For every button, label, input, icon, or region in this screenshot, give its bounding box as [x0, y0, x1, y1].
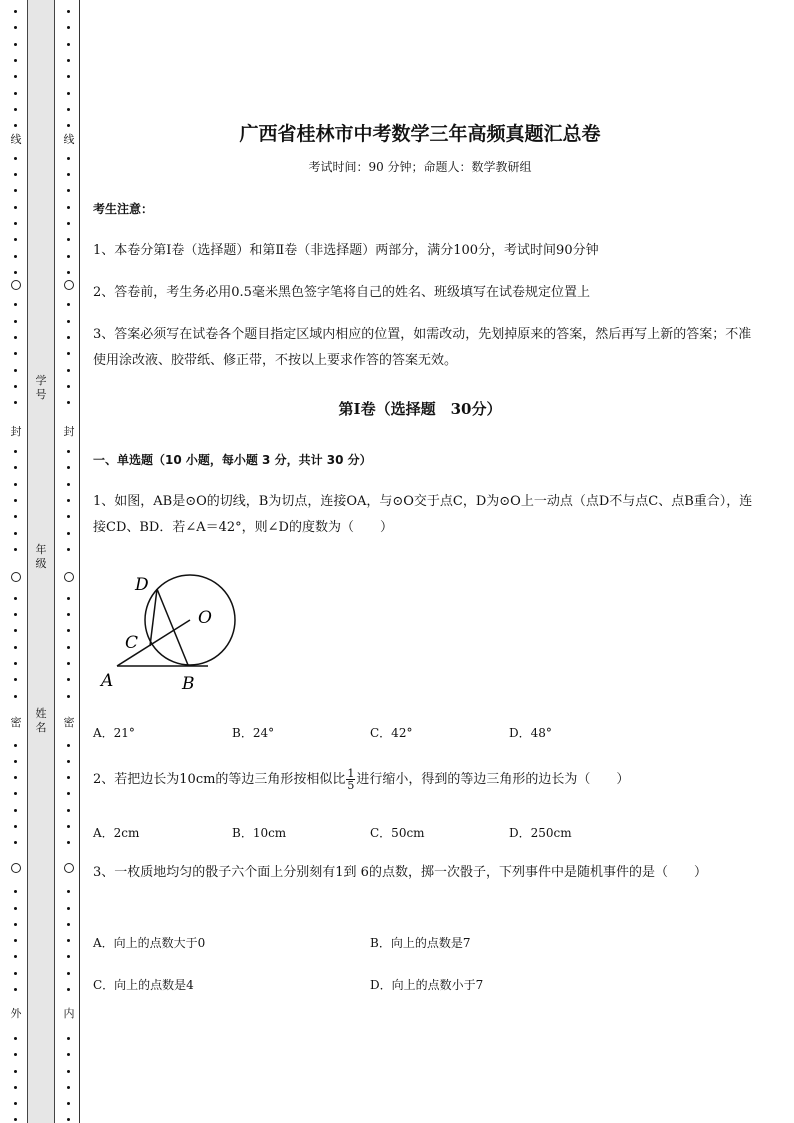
q1-option-a: A．21° — [93, 726, 135, 740]
dot — [14, 271, 17, 274]
q3-option-c: C．向上的点数是4 — [93, 978, 194, 992]
question-2 — [93, 767, 753, 793]
dot — [67, 744, 70, 747]
dot — [14, 1102, 17, 1105]
dot — [67, 108, 70, 111]
margin-border-line — [79, 0, 80, 1123]
dot — [67, 695, 70, 698]
label-c: C — [125, 633, 139, 653]
dot — [67, 255, 70, 258]
dot — [14, 1118, 17, 1121]
dot — [67, 955, 70, 958]
dot — [67, 450, 70, 453]
dot — [14, 369, 17, 372]
dot — [14, 483, 17, 486]
dot — [67, 792, 70, 795]
q3-option-a: A．向上的点数大于0 — [93, 936, 206, 950]
dot — [67, 1053, 70, 1056]
dot — [14, 157, 17, 160]
dot — [14, 890, 17, 893]
dot — [67, 238, 70, 241]
dot — [14, 59, 17, 62]
outer-label: 密 — [10, 716, 22, 729]
dot — [14, 744, 17, 747]
dot — [14, 662, 17, 665]
dot — [14, 320, 17, 323]
notice-item-2: 2、答卷前，考生务必用0.5毫米黑色签字笔将自己的姓名、班级填写在试卷规定位置上 — [93, 285, 590, 300]
dot — [67, 890, 70, 893]
notice-item-1: 1、本卷分第Ⅰ卷（选择题）和第Ⅱ卷（非选择题）两部分，满分100分，考试时间90分钟 — [93, 243, 599, 258]
dot — [67, 75, 70, 78]
dot — [67, 157, 70, 160]
dot — [67, 271, 70, 274]
question-1: 1、如图，AB是⊙O的切线，B为切点，连接OA，与⊙O交于点C，D为⊙O上一动点（点D不与点C、点B重合），连接CD、BD．若∠A＝42°，则∠D的度数为（ ） — [93, 494, 753, 535]
dot — [14, 43, 17, 46]
segment-db — [157, 589, 188, 665]
q2-option-a: A．2cm — [93, 826, 140, 840]
dot — [67, 809, 70, 812]
dot — [14, 499, 17, 502]
dot — [67, 678, 70, 681]
dot — [14, 1086, 17, 1089]
dot — [67, 613, 70, 616]
dot — [67, 26, 70, 29]
label-d: D — [135, 575, 149, 595]
dot — [14, 532, 17, 535]
dot — [14, 385, 17, 388]
dot — [14, 92, 17, 95]
dot — [67, 776, 70, 779]
dot — [14, 809, 17, 812]
part-heading: 一、单选题（10 小题，每小题 3 分，共计 30 分） — [93, 453, 372, 467]
dot — [67, 320, 70, 323]
dot — [67, 825, 70, 828]
dot — [67, 939, 70, 942]
dot — [67, 515, 70, 518]
dot — [14, 336, 17, 339]
q1-option-b: B．24° — [232, 726, 275, 740]
dot — [67, 532, 70, 535]
dot — [14, 841, 17, 844]
dot — [14, 695, 17, 698]
q2-option-b: B．10cm — [232, 826, 287, 840]
outer-label: 外 — [10, 1007, 22, 1020]
dot — [14, 222, 17, 225]
dot — [67, 43, 70, 46]
dot — [14, 1070, 17, 1073]
dot — [67, 92, 70, 95]
dot — [67, 466, 70, 469]
dot — [14, 515, 17, 518]
q2-option-c: C．50cm — [370, 826, 425, 840]
dot — [14, 173, 17, 176]
dot — [14, 189, 17, 192]
notice-item-3: 3、答案必须写在试卷各个题目指定区域内相应的位置，如需改动，先划掉原来的答案，然后再写上新的答案；不准使用涂改液、胶带纸、修正带，不按以上要求作答的答案无效。 — [93, 327, 752, 368]
dot — [67, 222, 70, 225]
dot — [14, 401, 17, 404]
dot — [14, 939, 17, 942]
dot — [67, 483, 70, 486]
dot — [67, 1102, 70, 1105]
ratio-fraction — [346, 768, 355, 791]
dot — [67, 1037, 70, 1040]
inner-label: 内 — [63, 1007, 75, 1020]
dot — [67, 646, 70, 649]
dot — [67, 548, 70, 551]
dot — [67, 124, 70, 127]
dot — [14, 907, 17, 910]
inner-label: 线 — [63, 133, 75, 146]
dot — [14, 760, 17, 763]
dot — [14, 450, 17, 453]
dot — [14, 352, 17, 355]
dot — [14, 238, 17, 241]
dot — [14, 10, 17, 13]
dot — [67, 352, 70, 355]
dot — [14, 548, 17, 551]
dot — [14, 955, 17, 958]
outer-label: 线 — [10, 133, 22, 146]
dot — [14, 124, 17, 127]
dot — [67, 1118, 70, 1121]
fraction-numerator: 1 — [347, 767, 355, 780]
dot — [67, 10, 70, 13]
dot — [14, 1053, 17, 1056]
dot — [14, 613, 17, 616]
question-3: 3、一枚质地均匀的骰子六个面上分别刻有1到 6的点数，掷一次骰子，下列事件中是随机事件的是（ ） — [93, 865, 707, 880]
dot — [14, 776, 17, 779]
dot — [14, 466, 17, 469]
dot — [67, 923, 70, 926]
dot — [14, 75, 17, 78]
dot — [67, 369, 70, 372]
label-a: A — [101, 671, 114, 691]
dot — [14, 597, 17, 600]
dot — [67, 59, 70, 62]
inner-circle-marker — [64, 280, 74, 290]
q1-option-c: C．42° — [370, 726, 413, 740]
field-name: 姓名 — [35, 707, 47, 734]
fraction-denominator: 5 — [347, 779, 355, 792]
dot — [67, 972, 70, 975]
dot — [14, 646, 17, 649]
dot — [14, 629, 17, 632]
dot — [67, 499, 70, 502]
q2-text-before: 2、若把边长为10cm的等边三角形按相似比 — [93, 772, 346, 787]
q1-option-d: D．48° — [509, 726, 552, 740]
q1-figure — [95, 565, 245, 695]
notice-heading: 考生注意： — [93, 202, 154, 216]
q2-text-after: 进行缩小，得到的等边三角形的边长为（ ） — [356, 772, 630, 787]
dot — [67, 336, 70, 339]
page-title: 广西省桂林市中考数学三年高频真题汇总卷 — [239, 123, 601, 145]
dot — [67, 841, 70, 844]
dot — [67, 988, 70, 991]
dot — [14, 206, 17, 209]
dot — [67, 1086, 70, 1089]
outer-dot-column — [11, 0, 21, 1123]
dot — [67, 303, 70, 306]
dot — [14, 792, 17, 795]
inner-circle-marker — [64, 572, 74, 582]
dot — [14, 255, 17, 258]
dot — [14, 678, 17, 681]
dot — [67, 662, 70, 665]
binding-margin — [0, 0, 84, 1123]
dot — [67, 173, 70, 176]
dot — [67, 629, 70, 632]
field-student-number: 学号 — [35, 374, 47, 401]
dot — [14, 303, 17, 306]
outer-circle-marker — [11, 572, 21, 582]
dot — [67, 597, 70, 600]
outer-circle-marker — [11, 280, 21, 290]
field-grade: 年级 — [35, 543, 47, 570]
dot — [67, 206, 70, 209]
dot — [14, 923, 17, 926]
dot — [67, 189, 70, 192]
dot — [14, 1037, 17, 1040]
q3-option-b: B．向上的点数是7 — [370, 936, 471, 950]
dot — [67, 385, 70, 388]
dot — [67, 907, 70, 910]
label-o: O — [198, 608, 212, 628]
section-title: 第Ⅰ卷（选择题 30分） — [338, 400, 502, 418]
dot — [14, 108, 17, 111]
inner-dot-column — [64, 0, 74, 1123]
dot — [14, 26, 17, 29]
dot — [67, 401, 70, 404]
dot — [14, 825, 17, 828]
page-subtitle: 考试时间：90 分钟；命题人：数学教研组 — [308, 160, 532, 174]
inner-label: 密 — [63, 716, 75, 729]
inner-label: 封 — [63, 425, 75, 438]
outer-label: 封 — [10, 425, 22, 438]
dot — [67, 1070, 70, 1073]
dot — [14, 972, 17, 975]
label-b: B — [182, 674, 195, 694]
dot — [14, 988, 17, 991]
dot — [67, 760, 70, 763]
q3-option-d: D．向上的点数小于7 — [370, 978, 484, 992]
outer-circle-marker — [11, 863, 21, 873]
q2-option-d: D．250cm — [509, 826, 572, 840]
inner-circle-marker — [64, 863, 74, 873]
